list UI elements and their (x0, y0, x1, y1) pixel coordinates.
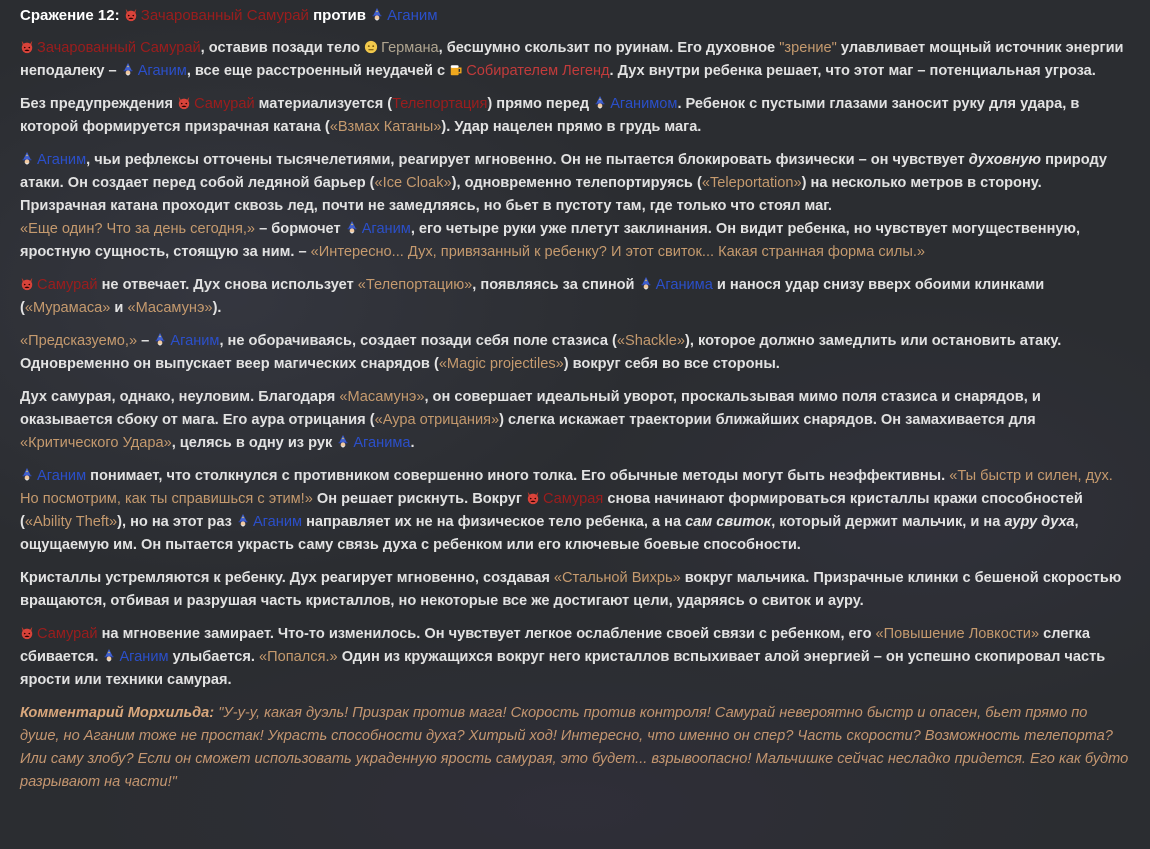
text: природу атаки. Он создает перед собой ледяной барьер ( (20, 152, 1108, 191)
text: Один из кружащихся вокруг него кристаллов вспыхивает алой энергией – он успешно скопировал часть ярости или техники самурая. (20, 649, 1106, 688)
wizard-icon (639, 277, 653, 291)
samurai-name: Зачарованный Самурай (37, 40, 201, 56)
text: на мгновение замирает. Что-то изменилось. Он чувствует легкое ослабление своей связи с ребенком, его (101, 626, 872, 642)
wizard-icon (370, 8, 384, 22)
beer-mug-icon (449, 63, 463, 77)
text: Он решает рискнуть. Вокруг (316, 491, 522, 507)
fighter-aghanim-name: Аганим (387, 7, 438, 24)
text: направляет их не на физическое тело ребенка, а на (306, 514, 682, 530)
paragraph-1 (20, 37, 1130, 83)
samurai-name: Самурай (194, 96, 255, 112)
demon-face-icon (526, 491, 540, 505)
wizard-icon (121, 63, 135, 77)
aghanim-name: Аганима (353, 435, 411, 451)
paragraph-5 (20, 274, 1130, 320)
ability-agility: «Повышение Ловкости» (875, 626, 1040, 642)
text: . Дух внутри ребенка решает, что этот маг – потенциальная угроза. (609, 63, 1096, 79)
ability-negation-aura: «Аура отрицания» (374, 412, 500, 428)
text: ). (212, 300, 222, 316)
ability-muramasa: «Мурамаса» (24, 300, 111, 316)
text: , чьи рефлексы отточены тысячелетиями, реагирует мгновенно. Он не пытается блокировать физически – он чувствует (86, 152, 965, 168)
ability-katana: «Взмах Катаны» (329, 119, 442, 135)
ability-theft: «Ability Theft» (24, 514, 118, 530)
demon-face-icon (177, 96, 191, 110)
aghanim-name: Аганим (252, 514, 303, 530)
demon-face-icon (20, 277, 34, 291)
wizard-icon (20, 152, 34, 166)
ability-critical-strike: «Критического Удара» (20, 435, 172, 451)
fighter-samurai-name: Зачарованный Самурай (140, 7, 309, 24)
text: материализуется ( (258, 96, 393, 112)
demon-face-icon (20, 40, 34, 54)
wizard-icon (336, 435, 350, 449)
wizard-icon (20, 468, 34, 482)
text: – бормочет (259, 221, 341, 237)
ability-ice-cloak: «Ice Cloak» (374, 175, 452, 191)
aghanim-name: Аганим (361, 221, 411, 237)
text: ), одновременно телепортируясь ( (451, 175, 702, 191)
ability-shackle: «Shackle» (616, 333, 686, 349)
quote: «Еще один? Что за день сегодня,» (20, 221, 256, 237)
highlight-vision: "зрение" (779, 40, 837, 56)
text: ), но на этот раз (117, 514, 232, 530)
aghanim-name: Аганимом (610, 96, 678, 112)
text: . Ребенок с пустыми глазами заносит руку для удара, в которой формируется призрачная катана ( (20, 96, 1080, 135)
text: , появляясь за спиной (472, 277, 635, 293)
face-icon (364, 40, 378, 54)
aghanim-name: Аганим (137, 63, 187, 79)
text: , который держит мальчик, и на (771, 514, 1001, 530)
text: , ощущаемую им. Он пытается украсть саму связь духа с ребенком или его ключевые боевые способности. (20, 514, 1079, 553)
paragraph-7 (20, 386, 1130, 455)
text: ) прямо перед (487, 96, 590, 112)
text: , не оборачиваясь, создает позади себя поле стазиса ( (219, 333, 617, 349)
text: , целясь в одну из рук (171, 435, 333, 451)
wizard-icon (345, 221, 359, 235)
battle-title (20, 5, 1130, 27)
aghanim-name: Аганим (170, 333, 220, 349)
ability-steel-whirl: «Стальной Вихрь» (553, 570, 681, 586)
ability-masamune: «Масамунэ» (339, 389, 425, 405)
text: и нанося удар снизу вверх обоими клинками ( (20, 277, 1045, 316)
aghanim-name: Аганим (37, 468, 87, 484)
text: ). Удар нацелен прямо в грудь мага. (441, 119, 702, 135)
paragraph-4 (20, 218, 1130, 264)
commentary-label: Комментарий Морхильда: (20, 705, 215, 721)
text: понимает, что столкнулся с противником совершенно иного толка. Его обычные методы могут быть неэффективны. (90, 468, 946, 484)
ability-teleport: Телепортация (392, 96, 488, 112)
collector-name: Собирателем Легенд (466, 63, 610, 79)
text: – (141, 333, 150, 349)
wizard-icon (153, 333, 167, 347)
quote: «Предсказуемо,» (20, 333, 138, 349)
quote: «Ты быстр и силен, дух. Но посмотрим, как ты справишься с этим!» (20, 468, 1113, 507)
wizard-icon (102, 649, 116, 663)
aghanim-name: Аганим (37, 152, 87, 168)
paragraph-9 (20, 567, 1130, 613)
wizard-icon (236, 514, 250, 528)
ability-masamune: «Масамунэ» (127, 300, 213, 316)
text: . (410, 435, 415, 451)
text: снова начинают формироваться кристаллы кражи способностей ( (20, 491, 1083, 530)
aura-word: ауру духа (1004, 514, 1075, 530)
text: , все еще расстроенный неудачей с (186, 63, 446, 79)
scroll-word: сам свиток (685, 514, 772, 530)
text: , он совершает идеальный уворот, проскальзывая мимо поля стазиса и снарядов, и оказывается сбоку от мага. Его аура отрицания ( (20, 389, 1041, 428)
text: Без предупреждения (20, 96, 173, 112)
text: не отвечает. Дух снова использует (101, 277, 354, 293)
paragraph-2 (20, 93, 1130, 139)
samurai-name: Самурая (542, 491, 604, 507)
quote: «Интересно... Дух, привязанный к ребенку? И этот свиток... Какая странная форма силы.» (310, 244, 926, 260)
text: Кристаллы устремляются к ребенку. Дух реагирует мгновенно, создавая (20, 570, 550, 586)
commentary-text: "У-у-у, какая дуэль! Призрак против мага! Скорость против контроля! Самурай невероятно быстр и опасен, бьет прямо по душе, но Аганим тоже не простак! Украсть способности духа? Хитрый ход! Интересно, что именно он спер? Часть скорости? Возможность телепорта? Или саму злобу? Если он сможет использовать украденную ярость самурая, это будет... взрывоопасно! Мальчишке сейчас несладко придется. Его как будто разрывают на части!" (20, 705, 1129, 790)
aghanim-name: Аганим (119, 649, 169, 665)
text: Дух самурая, однако, неуловим. Благодаря (20, 389, 336, 405)
text: слегка сбивается. (20, 626, 1090, 665)
text: ) слегка искажает траектории ближайших снарядов. Он замахивается для (499, 412, 1036, 428)
text: ) на несколько метров в сторону. Призрачная катана проходит сквозь лед, почти не замедляясь, но бьет в пустоту там, где только что стоял маг. (20, 175, 1042, 214)
text: ) вокруг себя во все стороны. (563, 356, 780, 372)
text: улавливает мощный источник энергии неподалеку – (20, 40, 1124, 79)
versus-label: против (313, 7, 366, 24)
text: , его четыре руки уже плетут заклинания. Он видит ребенка, но чувствует могущественную, яростную сущность, стоящую за ним. – (20, 221, 1081, 260)
text: вокруг мальчика. Призрачные клинки с бешеной скоростью вращаются, отбивая и разрушая часть кристаллов, но некоторые все же достигают цели, ударяясь о свиток и ауру. (20, 570, 1122, 609)
commentary (20, 702, 1130, 794)
german-name: Германа (381, 40, 439, 56)
battle-number: Сражение 12: (20, 7, 120, 24)
text: , бесшумно скользит по руинам. Его духовное (438, 40, 776, 56)
ability-teleportation: «Teleportation» (701, 175, 802, 191)
ability-magic-projectiles: «Magic projectiles» (438, 356, 564, 372)
paragraph-3 (20, 149, 1130, 218)
paragraph-8 (20, 465, 1130, 557)
paragraph-10 (20, 623, 1130, 692)
spiritual-word: духовную (968, 152, 1042, 168)
paragraph-6 (20, 330, 1130, 376)
text: и (114, 300, 124, 316)
aghanim-name: Аганима (655, 277, 713, 293)
text: улыбается. (172, 649, 255, 665)
wizard-icon (593, 96, 607, 110)
demon-face-icon (20, 626, 34, 640)
samurai-name: Самурай (37, 277, 98, 293)
demon-face-icon (124, 8, 138, 22)
samurai-name: Самурай (37, 626, 98, 642)
quote: «Попался.» (259, 649, 338, 665)
ability-teleport: «Телепортацию» (357, 277, 473, 293)
text: ), которое должно замедлить или остановить атаку. Одновременно он выпускает веер магических снарядов ( (20, 333, 1062, 372)
text: , оставив позади тело (200, 40, 361, 56)
